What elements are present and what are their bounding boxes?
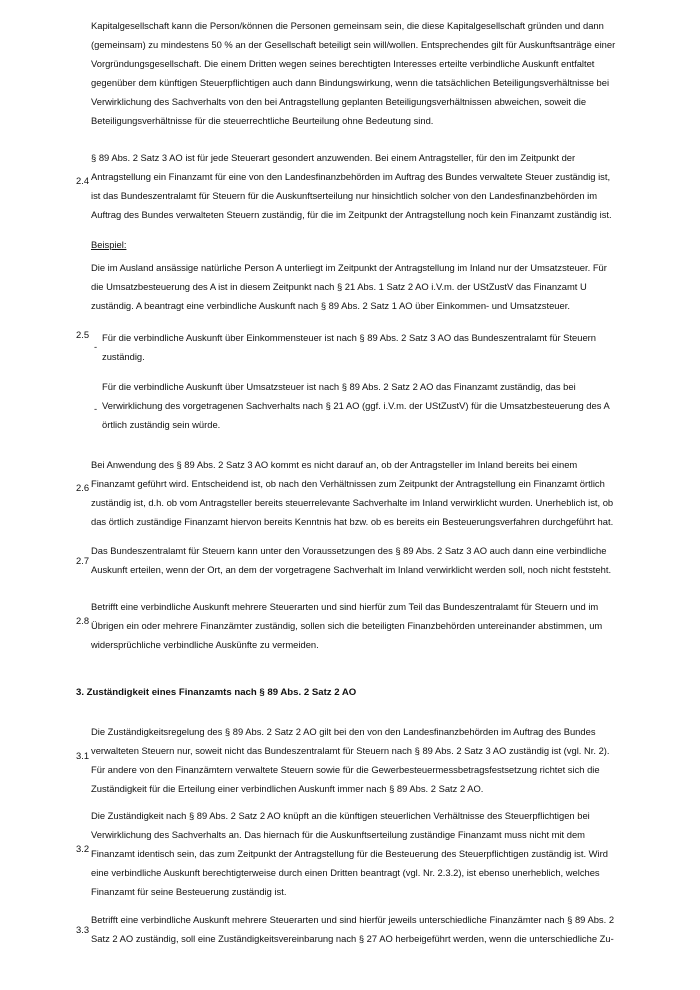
- section-number-2-6: 2.6: [76, 482, 90, 493]
- bullet-dash: -: [94, 403, 98, 414]
- section-number-2-8: 2.8: [76, 615, 90, 626]
- paragraph-3-3: Betrifft eine verbindliche Auskunft mehrere Steuerarten und sind hierfür jeweils unterschiedliche Finanzämter nach § 89 Abs. 2 Satz 2 AO zuständig, soll eine Zuständigkeitsvereinbarung nach § 27 AO herbeigeführt werden, wenn die unterschiedliche Zu-: [91, 914, 615, 944]
- section-number-3-2: 3.2: [76, 843, 90, 854]
- section-number-2-5: 2.5: [76, 329, 90, 340]
- paragraph-intro: Kapitalgesellschaft kann die Person/können die Personen gemeinsam sein, die diese Kapitalgesellschaft gründen und dann (gemeinsam) zu mindestens 50 % an der Gesellschaft beteiligt sein will/wollen. Entsprechendes gilt für Auskunftsanträge einer Vorgründungsgesellschaft. Die einem Dritten wegen seines berechtigten Interesses erteilte verbindliche Auskunft entfaltet gegenüber dem künftigen Steuerpflichtigen auch dann Bindungswirkung, wenn die tatsächlichen Beteiligungsverhältnisse bei Verwirklichung des Sachverhalts von den bei Antragstellung geplanten Beteiligungsverhältnissen abweichen, soweit die Beteiligungsverhältnisse für die steuerrechtliche Beurteilung ohne Bedeutung sind.: [91, 20, 616, 126]
- section-3-heading: 3. Zuständigkeit eines Finanzamts nach § 89 Abs. 2 Satz 2 AO: [76, 687, 357, 698]
- paragraph-2-6: Bei Anwendung des § 89 Abs. 2 Satz 3 AO kommt es nicht darauf an, ob der Antragsteller im Inland bereits bei einem Finanzamt geführt wird. Entscheidend ist, ob nach den Verhältnissen zum Zeitpunkt der Antragstellung ein Finanzamt örtlich zuständig ist, d.h. ob vom Antragsteller bereits steuerrelevante Sachverhalte im Inland verwirklicht wurden. Unerheblich ist, ob das örtlich zuständige Finanzamt hiervon bereits Kenntnis hat bzw. ob es bereits ein Besteuerungsverfahren durchgeführt hat.: [91, 459, 614, 527]
- paragraph-3-2: Die Zuständigkeit nach § 89 Abs. 2 Satz 2 AO knüpft an die künftigen steuerlichen Verhältnisse des Steuerpflichtigen bei Verwirklichung des Sachverhalts an. Das hiernach für die Auskunftserteilung zuständige Finanzamt muss nicht mit dem Finanzamt identisch sein, das zum Zeitpunkt der Antragstellung für die Besteuerung des Steuerpflichtigen zuständig ist. Wird eine verbindliche Auskunft berechtigterweise durch einen Dritten beantragt (vgl. Nr. 2.3.2), ist ebenso unerheblich, welches Finanzamt für seine Besteuerung zuständig ist.: [91, 810, 608, 897]
- section-number-2-4: 2.4: [76, 175, 90, 186]
- bullet-dash: -: [94, 341, 98, 352]
- paragraph-2-5-b: Für die verbindliche Auskunft über Umsatzsteuer ist nach § 89 Abs. 2 Satz 2 AO das Finanzamt zuständig, das bei Verwirklichung des vorgetragenen Sachverhalts nach § 21 AO (ggf. i.V.m. der UStZustV) für die Umsatzbesteuerung des A örtlich zuständig sein würde.: [102, 381, 610, 430]
- paragraph-3-1: Die Zuständigkeitsregelung des § 89 Abs. 2 Satz 2 AO gilt bei den von den Landesfinanzbehörden im Auftrag des Bundes verwalteten Steuern nur, soweit nicht das Bundeszentralamt für Steuern nach § 89 Abs. 2 Satz 3 AO zuständig ist (vgl. Nr. 2). Für andere von den Finanzämtern verwaltete Steuern sowie für die Gewerbesteuermessbetragsfestsetzung richtet sich die Zuständigkeit für die Erteilung einer verbindlichen Auskunft immer nach § 89 Abs. 2 Satz 2 AO.: [91, 726, 610, 794]
- paragraph-2-4: § 89 Abs. 2 Satz 3 AO ist für jede Steuerart gesondert anzuwenden. Bei einem Antragsteller, für den im Zeitpunkt der Antragstellung ein Finanzamt für eine von den Landesfinanzbehörden im Auftrag des Bundes verwaltete Steuer zuständig ist, ist das Bundeszentralamt für Steuern für die Auskunftserteilung nur hinsichtlich solcher von den Landesfinanzbehörden im Auftrag des Bundes verwalteten Steuern zuständig, für die im Zeitpunkt der Antragstellung noch kein Finanzamt zuständig ist.: [91, 152, 612, 220]
- example-paragraph: Die im Ausland ansässige natürliche Person A unterliegt im Zeitpunkt der Antragstellung im Inland nur der Umsatzsteuer. Für die Umsatzbesteuerung des A ist in diesem Zeitpunkt nach § 21 Abs. 1 Satz 2 AO i.V.m. der UStZustV das Finanzamt U zuständig. A beantragt eine verbindliche Auskunft nach § 89 Abs. 2 Satz 1 AO über Einkommen- und Umsatzsteuer.: [91, 262, 607, 311]
- section-number-3-3: 3.3: [76, 924, 90, 935]
- paragraph-2-8: Betrifft eine verbindliche Auskunft mehrere Steuerarten und sind hierfür zum Teil das Bundeszentralamt für Steuern und im Übrigen ein oder mehrere Finanzämter zuständig, sollen sich die beteiligten Finanzbehörden untereinander abstimmen, um widersprüchliche verbindliche Auskünfte zu vermeiden.: [91, 601, 603, 650]
- section-number-2-7: 2.7: [76, 555, 90, 566]
- example-label: Beispiel:: [91, 239, 127, 250]
- paragraph-2-5-a: Für die verbindliche Auskunft über Einkommensteuer ist nach § 89 Abs. 2 Satz 3 AO das Bundeszentralamt für Steuern zuständig.: [102, 332, 597, 362]
- paragraph-2-7: Das Bundeszentralamt für Steuern kann unter den Voraussetzungen des § 89 Abs. 2 Satz 3 AO auch dann eine verbindliche Auskunft erteilen, wenn der Ort, an dem der vorgetragene Sachverhalt im Inland verwirklicht werden soll, noch nicht feststeht.: [91, 545, 612, 575]
- section-number-3-1: 3.1: [76, 750, 90, 761]
